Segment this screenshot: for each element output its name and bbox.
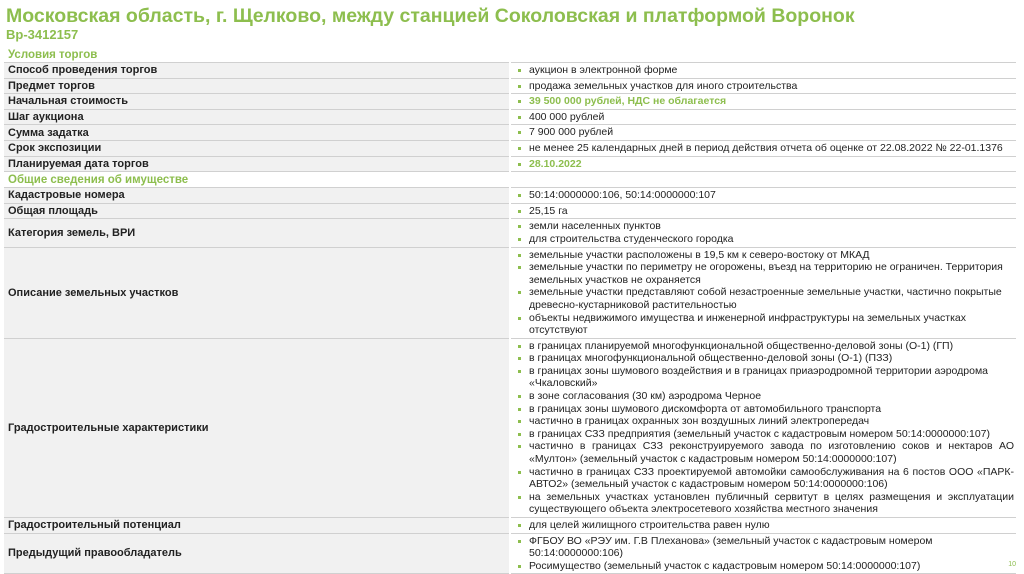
row-value-subject: продажа земельных участков для иного строительства — [516, 80, 1014, 93]
table-row — [4, 188, 1016, 204]
row-label-exposure: Срок экспозиции — [4, 140, 510, 156]
row-value-method: аукцион в электронной форме — [516, 64, 1014, 77]
row-label-cadastral: Кадастровые номера — [4, 188, 510, 204]
row-value-potential: для целей жилищного строительства равен нулю — [516, 519, 1014, 532]
row-label-subject: Предмет торгов — [4, 78, 510, 94]
list-item: на земельных участках установлен публичный сервитут в целях размещения и эксплуатации существующего объекта электросетевого хозяйства местного значения — [516, 491, 1014, 516]
row-value-area: 25,15 га — [516, 205, 1014, 218]
row-label-area: Общая площадь — [4, 203, 510, 219]
table-row — [4, 219, 1016, 247]
row-value-exposure: не менее 25 календарных дней в период действия отчета об оценке от 22.08.2022 № 22-01.1376 — [516, 142, 1014, 155]
row-value-cadastral: 50:14:0000000:106, 50:14:0000000:107 — [516, 189, 1014, 202]
list-item: Росимущество (земельный участок с кадастровым номером 50:14:0000000:107) — [516, 560, 1014, 573]
header — [6, 5, 855, 43]
row-label-urban: Градостроительные характеристики — [4, 338, 510, 517]
list-item: ФГБОУ ВО «РЭУ им. Г.В Плеханова» (земельный участок с кадастровым номером 50:14:0000000:106) — [516, 535, 1014, 560]
row-label-category: Категория земель, ВРИ — [4, 219, 510, 247]
table-row — [4, 140, 1016, 156]
section-auction-terms: Условия торгов — [4, 47, 1016, 63]
table-row — [4, 109, 1016, 125]
list-item: в зоне согласования (30 км) аэродрома Черное — [516, 390, 1014, 403]
table-row — [4, 94, 1016, 110]
table-row — [4, 125, 1016, 141]
list-item: в границах зоны шумового дискомфорта от автомобильного транспорта — [516, 403, 1014, 416]
list-item: земельные участки расположены в 19,5 км к северо-востоку от МКАД — [516, 249, 1014, 262]
table-row — [4, 533, 1016, 574]
row-label-start-price: Начальная стоимость — [4, 94, 510, 110]
list-item: для строительства студенческого городка — [516, 233, 1014, 246]
list-item: земельные участки по периметру не огорожены, въезд на территорию не ограничен. Территория земельных участков не охраняется — [516, 261, 1014, 286]
list-item: земли населенных пунктов — [516, 220, 1014, 233]
list-item: в границах зоны шумового воздействия и в границах приаэродромной территории аэродрома «Чкаловский» — [516, 365, 1014, 390]
row-value-step: 400 000 рублей — [516, 111, 1014, 124]
list-item: в границах планируемой многофункциональной общественно-деловой зоны (О-1) (ГП) — [516, 340, 1014, 353]
row-label-step: Шаг аукциона — [4, 109, 510, 125]
row-label-date: Планируемая дата торгов — [4, 156, 510, 172]
table-row — [4, 247, 1016, 338]
table-row — [4, 338, 1016, 517]
list-item: частично в границах СЗЗ проектируемой автомойки самообслуживания на 6 постов ООО «ПАРК-АВТО2» (земельный участок с кадастровым номером 50:14:0000000:106) — [516, 466, 1014, 491]
list-item: земельные участки представляют собой незастроенные земельные участки, частично покрытые древесно-кустарниковой растительностью — [516, 286, 1014, 311]
row-label-method: Способ проведения торгов — [4, 63, 510, 79]
table-row — [4, 156, 1016, 172]
page-number: 10 — [1008, 561, 1016, 568]
row-label-potential: Градостроительный потенциал — [4, 518, 510, 534]
table-row — [4, 78, 1016, 94]
list-item: в границах многофункциональной общественно-деловой зоны (О-1) (ПЗЗ) — [516, 352, 1014, 365]
row-label-deposit: Сумма задатка — [4, 125, 510, 141]
section-property-info: Общие сведения об имуществе — [4, 172, 1016, 188]
page-title: Московская область, г. Щелково, между станцией Соколовская и платформой Воронок — [6, 5, 855, 27]
row-value-date: 28.10.2022 — [516, 158, 1014, 171]
table-row — [4, 203, 1016, 219]
lot-details-table — [4, 47, 1016, 574]
table-row — [4, 63, 1016, 79]
table-row — [4, 518, 1016, 534]
row-value-start-price: 39 500 000 рублей, НДС не облагается — [516, 95, 1014, 108]
list-item: частично в границах охранных зон воздушных линий электропередач — [516, 415, 1014, 428]
row-label-previous-owner: Предыдущий правообладатель — [4, 533, 510, 574]
list-item: объекты недвижимого имущества и инженерной инфраструктуры на земельных участках отсутствуют — [516, 312, 1014, 337]
list-item: частично в границах СЗЗ реконструируемого завода по изготовлению соков и нектаров АО «Мултон» (земельный участок с кадастровым номером 50:14:0000000:107) — [516, 440, 1014, 465]
row-value-deposit: 7 900 000 рублей — [516, 126, 1014, 139]
list-item: в границах СЗЗ предприятия (земельный участок с кадастровым номером 50:14:0000000:107) — [516, 428, 1014, 441]
lot-code: Вр-3412157 — [6, 27, 79, 42]
row-label-description: Описание земельных участков — [4, 247, 510, 338]
